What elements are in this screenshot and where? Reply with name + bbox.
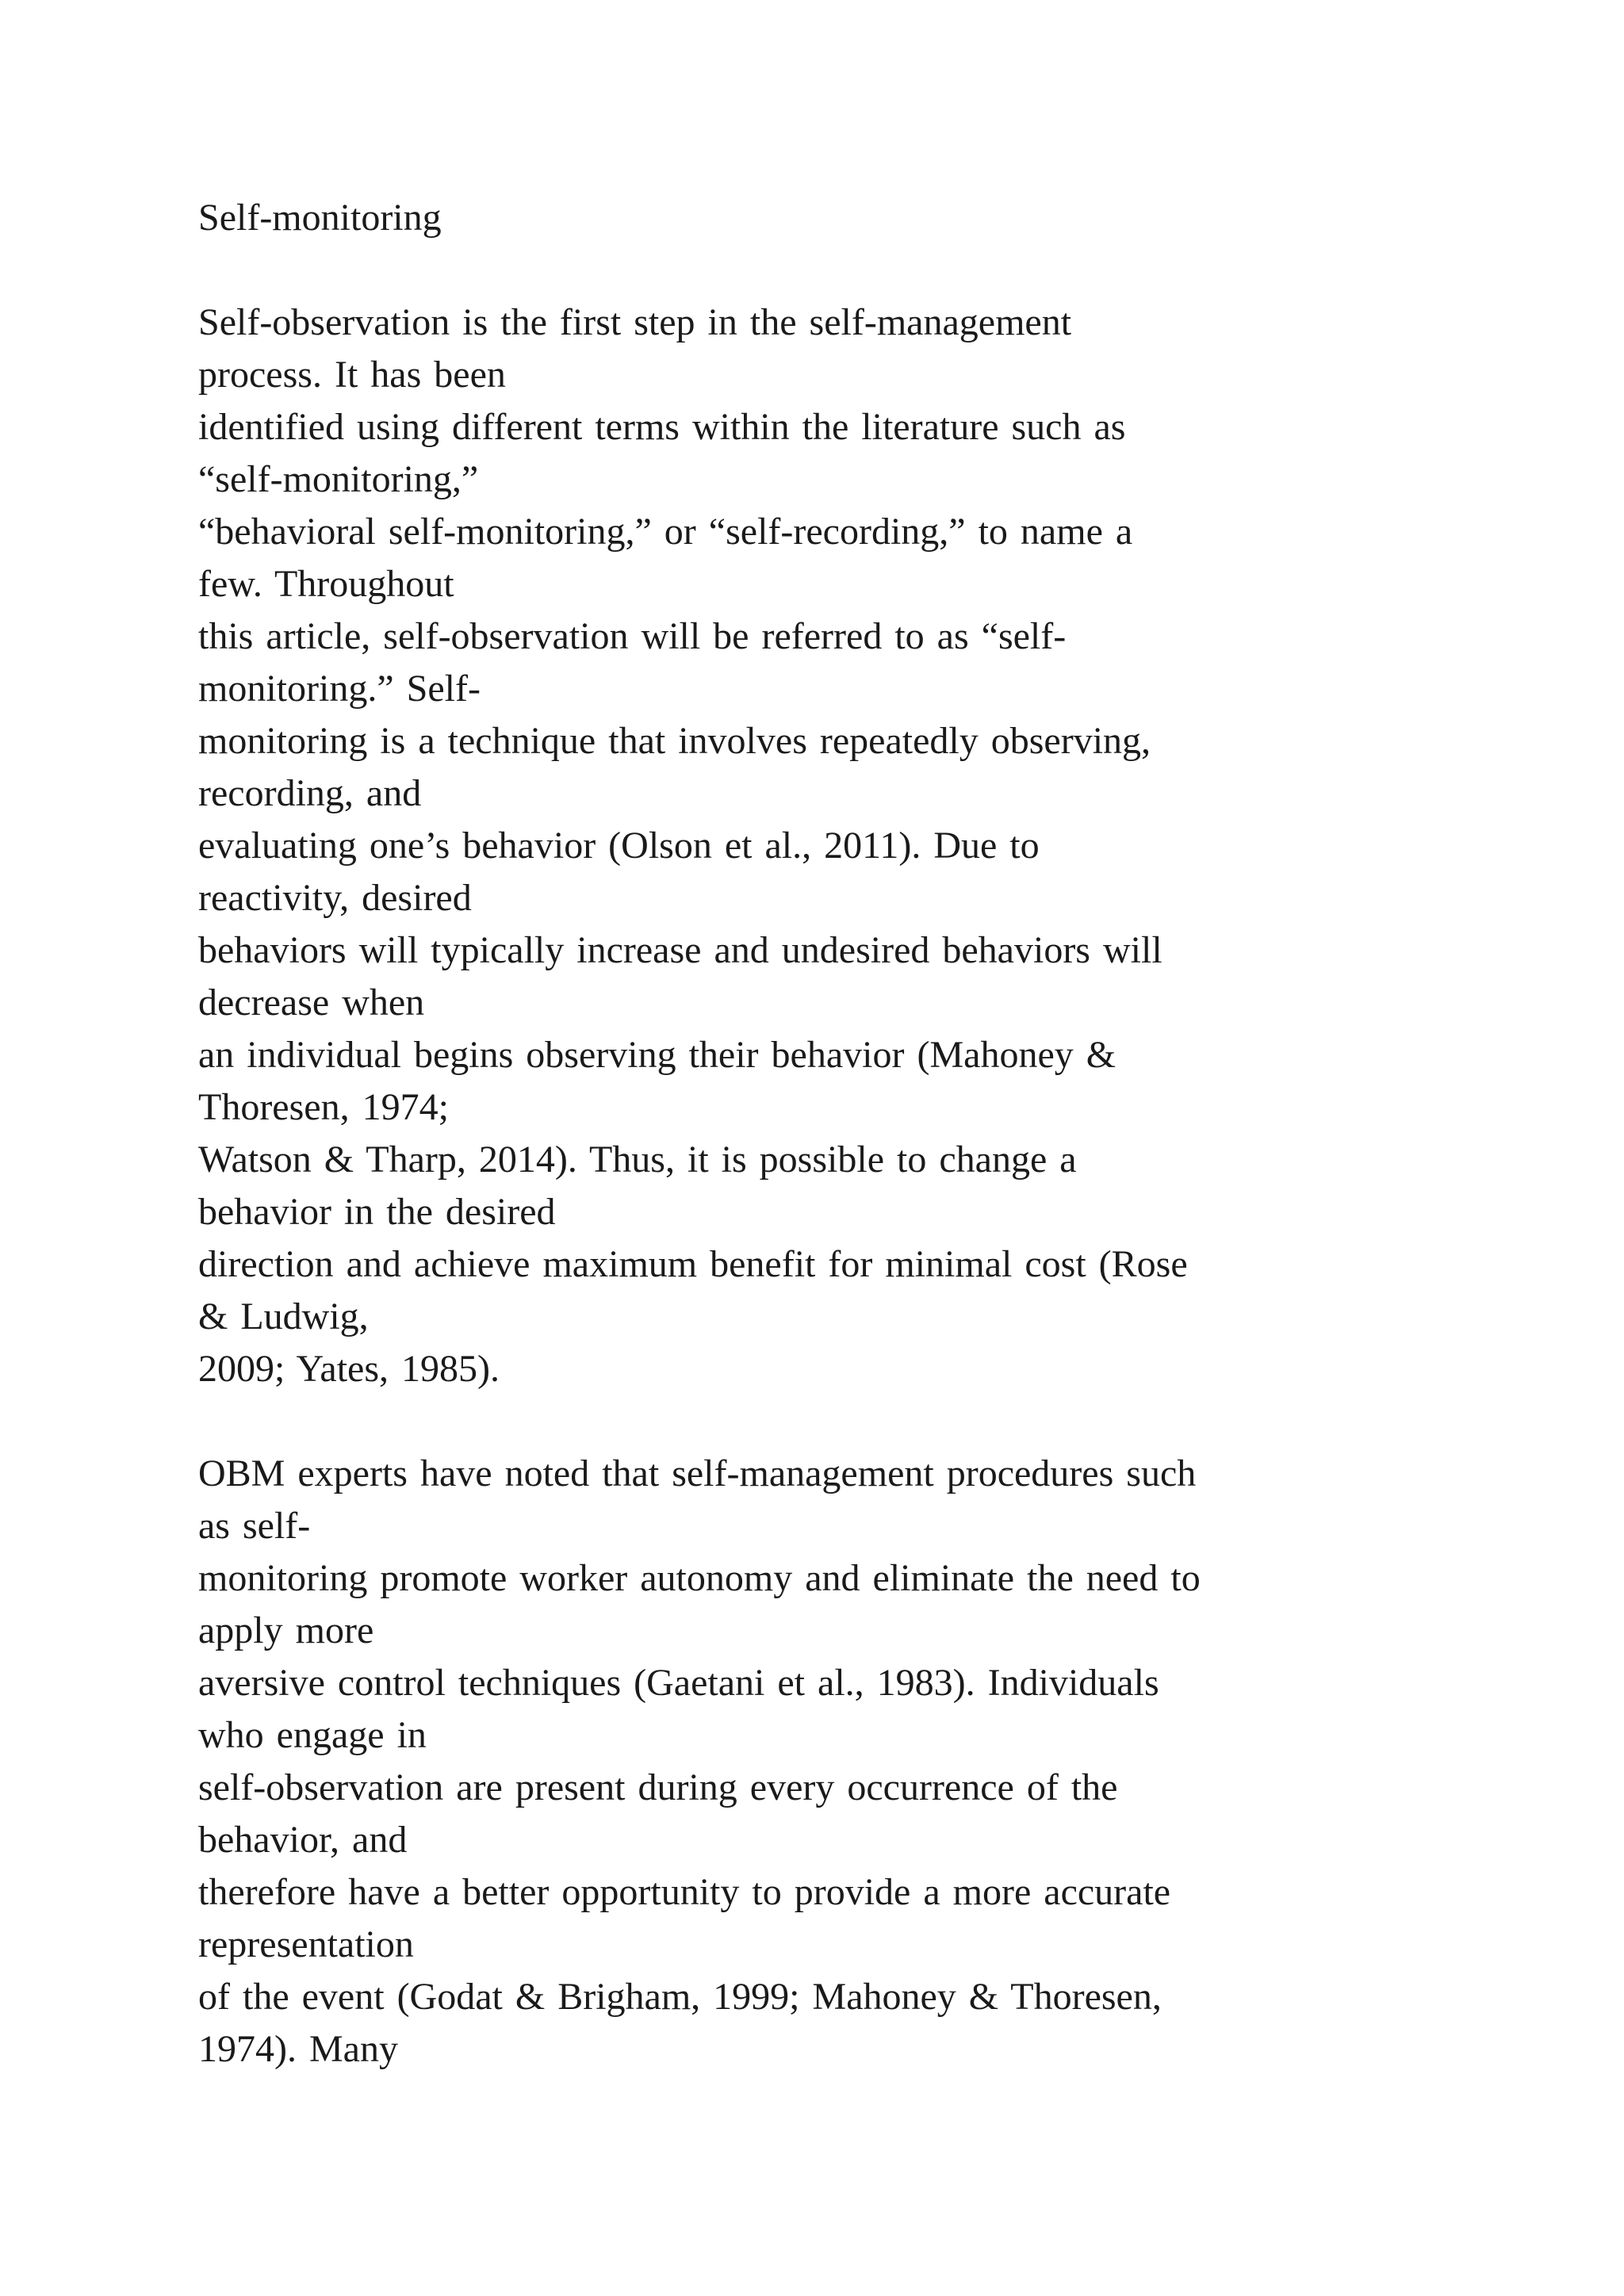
text-line: of the event (Godat & Brigham, 1999; Mahoney & Thoresen,	[198, 1976, 1162, 2018]
paragraph-2	[198, 1448, 1435, 2076]
text-line: as self-	[198, 1505, 311, 1547]
text-line: who engage in	[198, 1714, 427, 1756]
text-line: self-observation are present during every occurrence of the	[198, 1766, 1118, 1808]
text-line: behavior, and	[198, 1819, 408, 1861]
text-line: aversive control techniques (Gaetani et al., 1983). Individuals	[198, 1662, 1159, 1704]
text-line: apply more	[198, 1609, 374, 1651]
text-line: representation	[198, 1923, 414, 1965]
text-line: 1974). Many	[198, 2028, 398, 2070]
text-line: decrease when	[198, 982, 425, 1024]
text-line: Watson & Tharp, 2014). Thus, it is possible to change a	[198, 1138, 1077, 1181]
text-line: 2009; Yates, 1985).	[198, 1348, 500, 1390]
paragraph-1	[198, 297, 1435, 1395]
text-line: monitoring is a technique that involves repeatedly observing,	[198, 720, 1151, 762]
text-line: reactivity, desired	[198, 877, 472, 919]
text-line: & Ludwig,	[198, 1295, 369, 1337]
text-line: Self-observation is the first step in the self-management	[198, 301, 1072, 343]
text-line: identified using different terms within the literature such as	[198, 406, 1126, 448]
text-line: process. It has been	[198, 354, 506, 396]
document-body	[198, 192, 1435, 2076]
text-line: evaluating one’s behavior (Olson et al., 2011). Due to	[198, 825, 1040, 867]
text-line: this article, self-observation will be referred to as “self-	[198, 615, 1067, 657]
text-line: behavior in the desired	[198, 1191, 556, 1233]
text-line: OBM experts have noted that self-management procedures such	[198, 1452, 1197, 1494]
text-line: behaviors will typically increase and undesired behaviors will	[198, 929, 1162, 971]
text-line: monitoring promote worker autonomy and eliminate the need to	[198, 1557, 1201, 1599]
text-line: therefore have a better opportunity to provide a more accurate	[198, 1871, 1171, 1913]
document-title: Self-monitoring	[198, 197, 442, 239]
spacer	[198, 244, 1435, 297]
text-line: monitoring.” Self-	[198, 668, 481, 710]
text-line: few. Throughout	[198, 563, 454, 605]
text-line: “behavioral self-monitoring,” or “self-recording,” to name a	[198, 511, 1133, 553]
text-line: an individual begins observing their behavior (Mahoney &	[198, 1034, 1116, 1076]
text-line: “self-monitoring,”	[198, 458, 479, 500]
spacer	[198, 1395, 1435, 1448]
text-line: recording, and	[198, 772, 422, 814]
text-line: Thoresen, 1974;	[198, 1086, 449, 1128]
text-line: direction and achieve maximum benefit for minimal cost (Rose	[198, 1243, 1188, 1285]
